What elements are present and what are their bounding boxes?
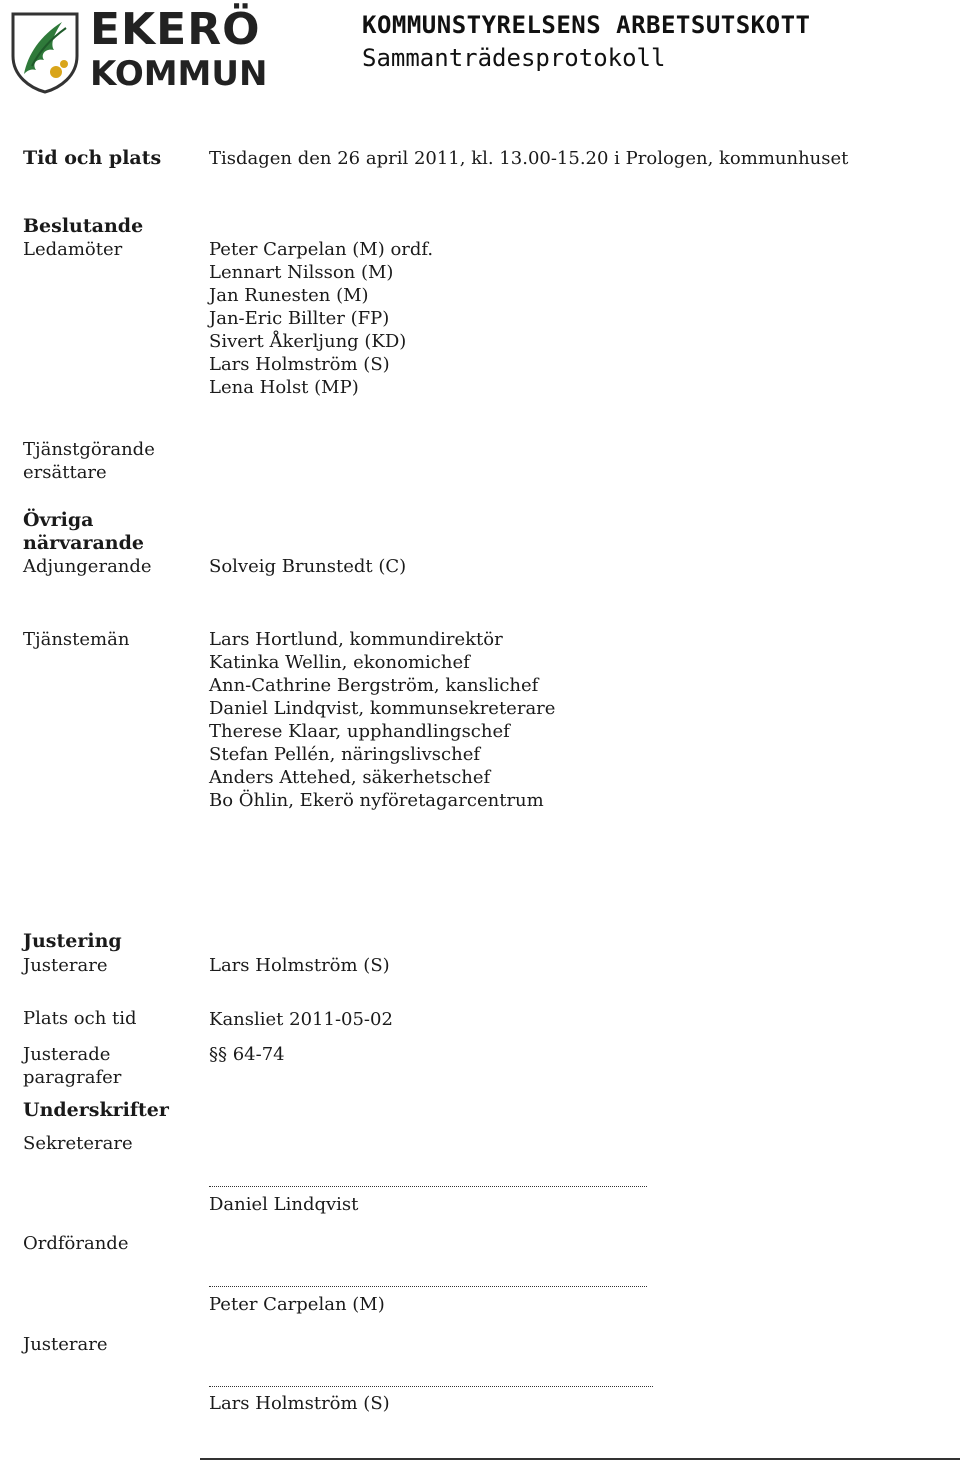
list-item: Anders Attehed, säkerhetschef (209, 767, 491, 788)
ledamoter-list (209, 238, 433, 399)
sekreterare-label: Sekreterare (23, 1133, 133, 1154)
justerare-label: Justerare (23, 955, 108, 976)
justerare-sign-label: Justerare (23, 1334, 108, 1355)
signature-line-justerare (209, 1386, 653, 1387)
justerare-sign-name: Lars Holmström (S) (209, 1393, 390, 1414)
underskrifter-heading: Underskrifter (23, 1099, 169, 1121)
adjungerande-value: Solveig Brunstedt (C) (209, 556, 407, 577)
page-title: KOMMUNSTYRELSENS ARBETSUTSKOTT (362, 11, 811, 39)
paragrafer-value: §§ 64-74 (209, 1044, 285, 1065)
ordforande-name: Peter Carpelan (M) (209, 1294, 385, 1315)
ovriga-heading-2: närvarande (23, 532, 144, 554)
ovriga-heading-1: Övriga (23, 509, 94, 531)
list-item: Jan Runesten (M) (209, 285, 369, 306)
list-item: Lena Holst (MP) (209, 377, 359, 398)
list-item: Daniel Lindqvist, kommunsekreterare (209, 698, 556, 719)
justerare-value: Lars Holmström (S) (209, 955, 390, 976)
list-item: Lennart Nilsson (M) (209, 262, 394, 283)
tid-value: Tisdagen den 26 april 2011, kl. 13.00-15.20 i Prologen, kommunhuset (209, 148, 849, 169)
tjansteman-list (209, 628, 555, 812)
paragrafer-label-1: Justerade (23, 1044, 111, 1065)
list-item: Peter Carpelan (M) ordf. (209, 239, 434, 260)
list-item: Lars Hortlund, kommundirektör (209, 629, 503, 650)
list-item: Stefan Pellén, näringslivschef (209, 744, 481, 765)
footer-divider (200, 1458, 960, 1460)
beslutande-heading: Beslutande (23, 215, 144, 237)
list-item: Therese Klaar, upphandlingschef (209, 721, 510, 742)
logo-line2: KOMMUN (90, 54, 268, 94)
ledamoter-label: Ledamöter (23, 239, 123, 260)
page-subtitle: Sammanträdesprotokoll (362, 44, 666, 72)
list-item: Lars Holmström (S) (209, 354, 390, 375)
list-item: Bo Öhlin, Ekerö nyföretagarcentrum (209, 790, 544, 811)
signature-line-sekreterare (209, 1186, 647, 1187)
adjungerande-label: Adjungerande (23, 556, 152, 577)
plats-tid-label: Plats och tid (23, 1008, 137, 1029)
ersattare-label-2: ersättare (23, 462, 107, 483)
list-item: Ann-Cathrine Bergström, kanslichef (209, 675, 539, 696)
shield-icon (10, 10, 80, 94)
ersattare-label-1: Tjänstgörande (23, 439, 155, 460)
paragrafer-label-2: paragrafer (23, 1067, 122, 1088)
plats-tid-value: Kansliet 2011-05-02 (209, 1009, 393, 1030)
ordforande-label: Ordförande (23, 1233, 129, 1254)
signature-line-ordforande (209, 1286, 647, 1287)
sekreterare-name: Daniel Lindqvist (209, 1194, 359, 1215)
list-item: Sivert Åkerljung (KD) (209, 331, 407, 352)
justering-heading: Justering (23, 930, 122, 952)
tjansteman-label: Tjänstemän (23, 629, 130, 650)
list-item: Katinka Wellin, ekonomichef (209, 652, 470, 673)
list-item: Jan-Eric Billter (FP) (209, 308, 390, 329)
ekero-logo (10, 4, 268, 96)
tid-label: Tid och plats (23, 147, 162, 169)
logo-line1: EKERÖ (90, 4, 261, 55)
